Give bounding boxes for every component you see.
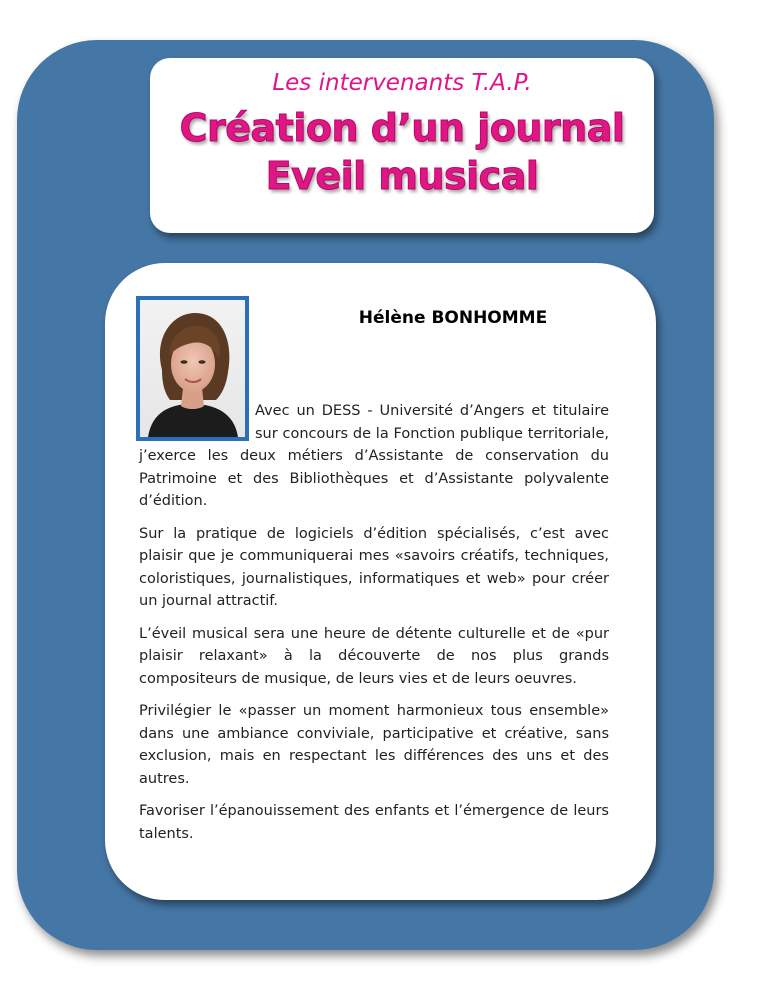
photo-wrap-spacer <box>139 400 255 442</box>
bio-paragraph-1: Avec un DESS - Université d’Angers et titulaire sur concours de la Fonction publique territoriale, j’exerce les deux métiers d’Assistante de conservation du Patrimoine et des Bibliothèques et d’Assistante polyvalente d’édition. <box>139 403 609 509</box>
person-name: Hélène BONHOMME <box>358 308 548 328</box>
bio-paragraph-3: L’éveil musical sera une heure de détente culturelle et de «pur plaisir relaxant» à la découverte de nos plus grands compositeurs de musique, de leurs vies et de leurs oeuvres. <box>139 625 609 687</box>
header-title <box>150 104 654 200</box>
bio-text <box>139 400 609 855</box>
header-title-line1: Création d’un journal <box>179 106 625 150</box>
header-subtitle: Les intervenants T.A.P. <box>272 70 532 96</box>
bio-paragraph-2: Sur la pratique de logiciels d’édition spécialisés, c’est avec plaisir que je communiquerai mes «savoirs créatifs, techniques, coloristiques, journalistiques, informatiques et web» pour créer un journal attractif. <box>139 525 609 609</box>
bio-paragraph-4: Privilégier le «passer un moment harmonieux tous ensemble» dans une ambiance conviviale, participative et créative, sans exclusion, mais en respectant les différences des uns et des autres. <box>139 703 609 787</box>
header-title-line2: Eveil musical <box>265 154 539 198</box>
header-card <box>150 58 654 233</box>
bio-paragraph-5: Favoriser l’épanouissement des enfants et l’émergence de leurs talents. <box>139 803 609 842</box>
